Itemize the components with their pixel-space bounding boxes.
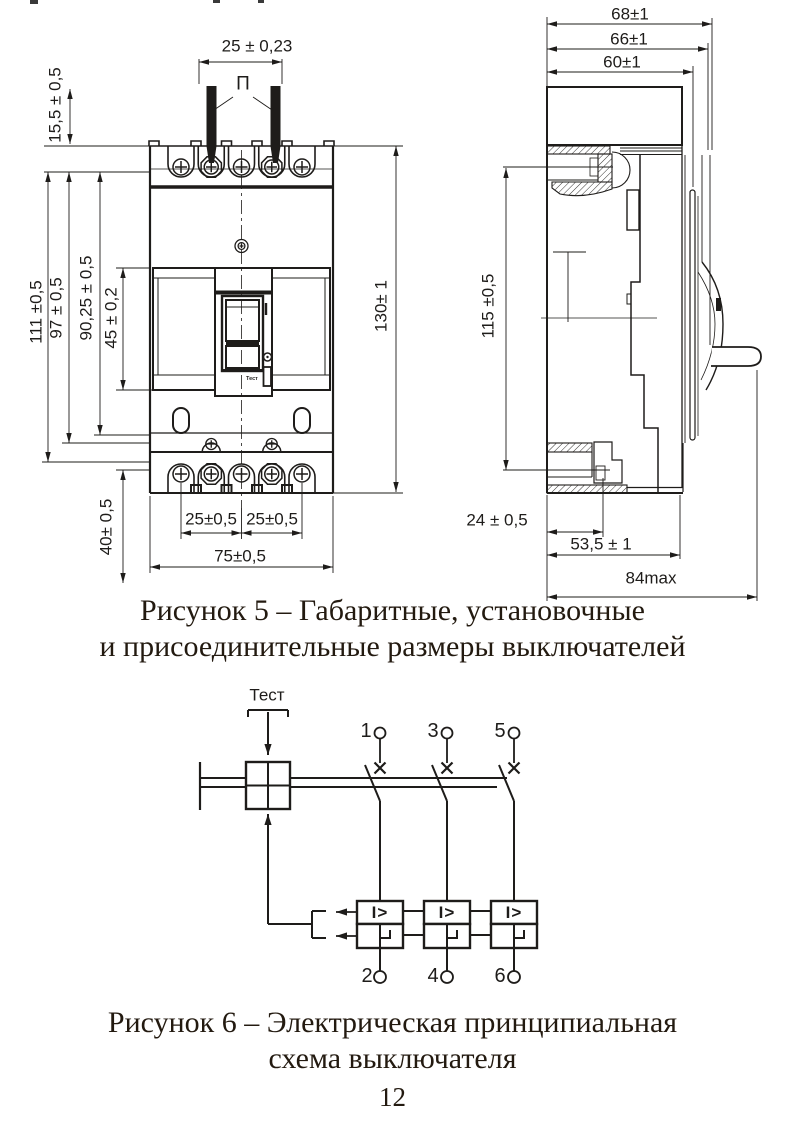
dim-height-40: 40± 0,5 bbox=[96, 498, 116, 556]
page-crop-artifacts bbox=[30, 0, 264, 4]
terminal-label-4: 4 bbox=[427, 965, 439, 987]
dim-height-130: 130± 1 bbox=[371, 280, 391, 332]
dim-depth-84: 84max bbox=[625, 568, 677, 588]
dim-height-115: 115 ±0,5 bbox=[478, 273, 498, 339]
release-symbol-1: I> bbox=[371, 903, 389, 922]
dim-depth-66: 66±1 bbox=[610, 29, 648, 49]
figure6-caption-line1: Рисунок 6 – Электрическая принципиальная bbox=[107, 1006, 678, 1039]
page-number: 12 bbox=[379, 1082, 406, 1112]
release-symbol-2: I> bbox=[438, 903, 456, 922]
schematic-pole-1 bbox=[357, 728, 424, 984]
figure5-caption-line1: Рисунок 5 – Габаритные, установочные bbox=[140, 594, 645, 627]
dim-pole-pitch-right: 25±0,5 bbox=[246, 509, 298, 529]
terminal-label-3: 3 bbox=[427, 720, 439, 742]
dim-height-90: 90,25 ± 0,5 bbox=[76, 255, 96, 341]
dim-depth-60: 60±1 bbox=[603, 52, 641, 72]
terminal-label-1: 1 bbox=[360, 720, 372, 742]
dim-pole-pitch-left: 25±0,5 bbox=[185, 509, 237, 529]
dim-pin-spacing: 25 ± 0,23 bbox=[221, 36, 293, 56]
dim-height-45: 45 ± 0,2 bbox=[101, 287, 121, 349]
figure6-caption-line2: схема выключателя bbox=[268, 1042, 517, 1075]
dim-height-111: 111 ±0,5 bbox=[26, 280, 46, 344]
test-button-label: Тест bbox=[246, 376, 258, 382]
schematic-pole-2 bbox=[424, 728, 491, 984]
dim-depth-24: 24 ± 0,5 bbox=[466, 510, 528, 530]
dim-depth-53: 53,5 ± 1 bbox=[570, 534, 632, 554]
dim-width-75: 75±0,5 bbox=[214, 546, 266, 566]
terminal-label-5: 5 bbox=[494, 720, 506, 742]
terminal-label-2: 2 bbox=[361, 965, 373, 987]
schematic bbox=[200, 710, 537, 983]
dim-depth-68: 68±1 bbox=[611, 4, 649, 24]
dim-pin-protrusion: 15,5 ± 0,5 bbox=[45, 67, 65, 143]
terminal-label-6: 6 bbox=[494, 965, 506, 987]
figure5-caption-line2: и присоединительные размеры выключателей bbox=[99, 630, 686, 663]
release-symbol-3: I> bbox=[505, 903, 523, 922]
front-view bbox=[149, 86, 334, 508]
side-view bbox=[541, 87, 761, 493]
connection-pins bbox=[207, 86, 281, 163]
pin-marker-label: П bbox=[236, 73, 250, 95]
schematic-pole-3 bbox=[491, 728, 537, 984]
schematic-test-label: Тест bbox=[249, 685, 285, 705]
dim-height-97: 97 ± 0,5 bbox=[46, 277, 66, 339]
